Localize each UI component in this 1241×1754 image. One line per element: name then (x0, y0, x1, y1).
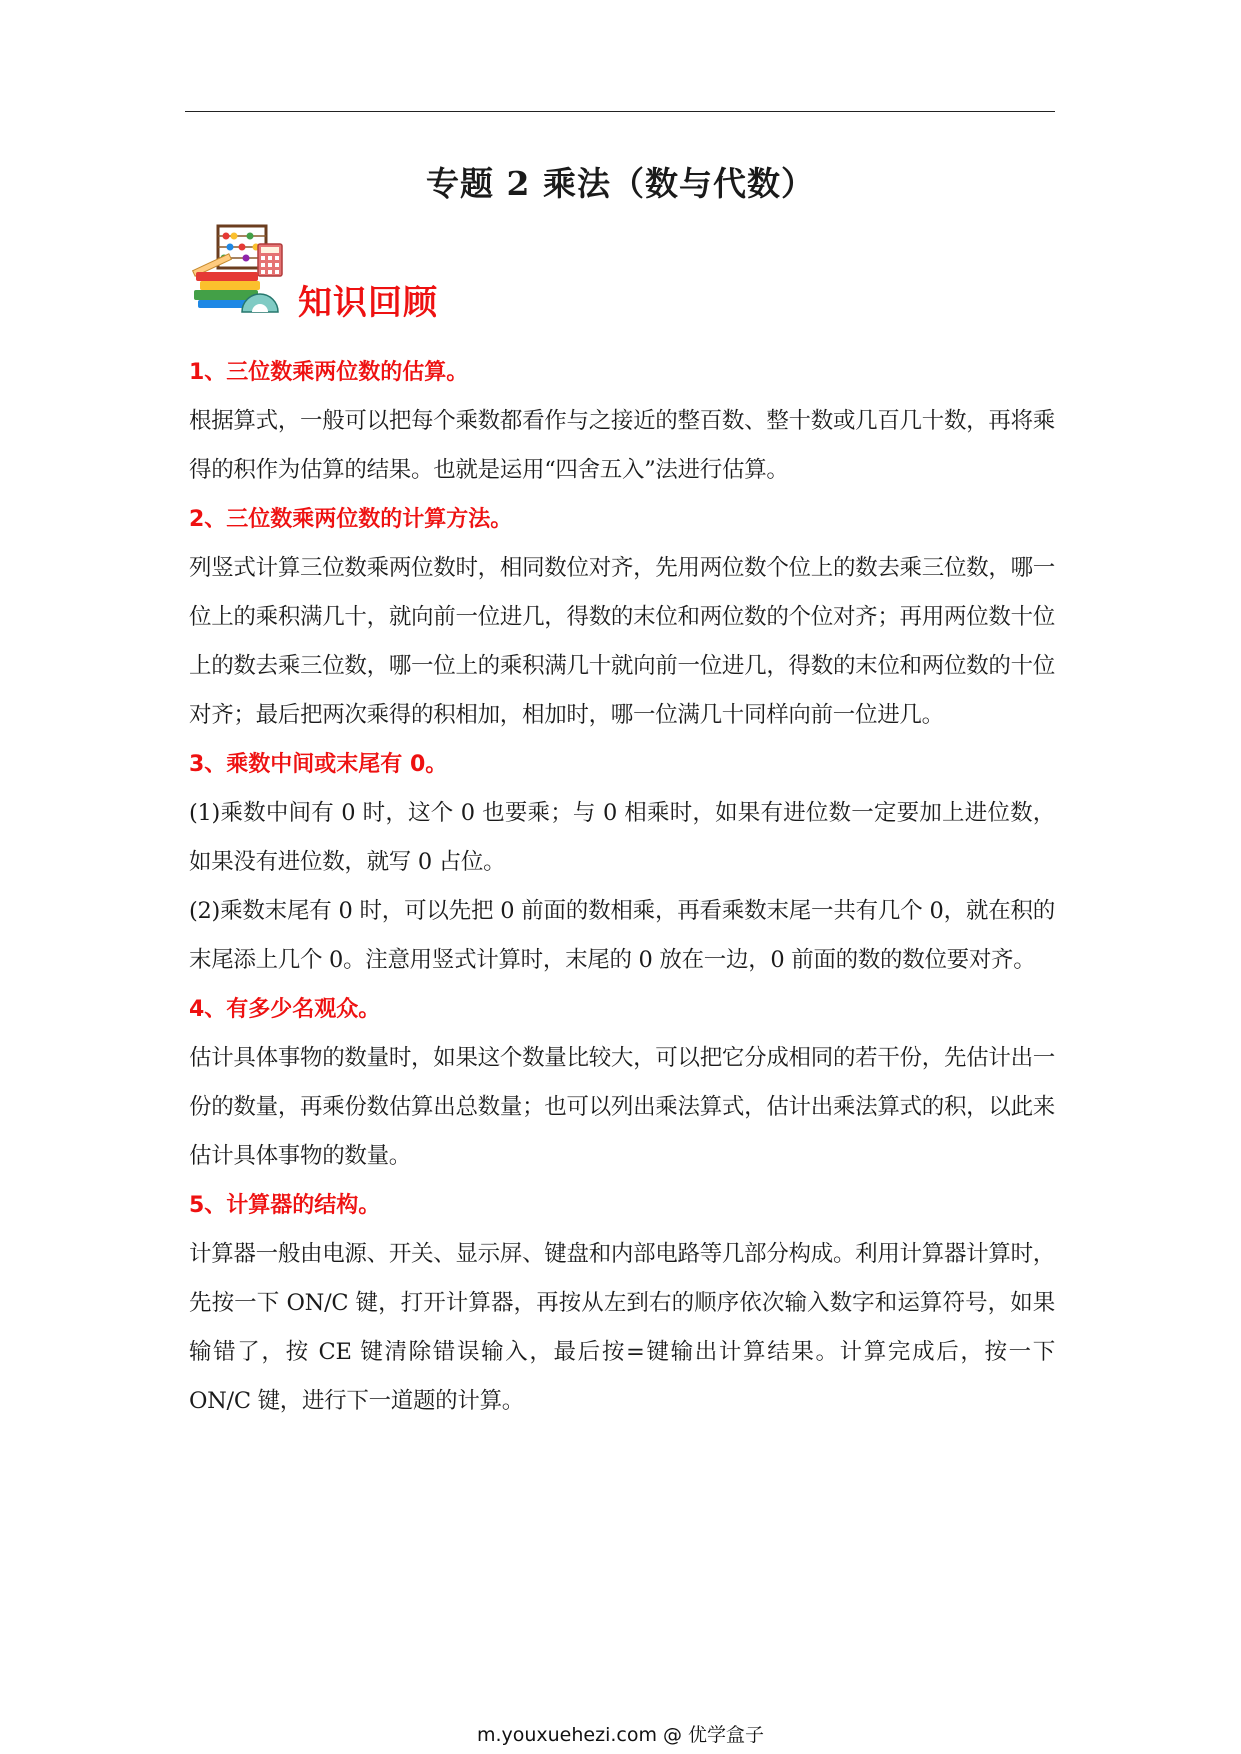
section-heading: 5、计算器的结构。 (189, 1193, 381, 1218)
section-paragraph: (2)乘数末尾有 0 时，可以先把 0 前面的数相乘，再看乘数末尾一共有几个 0，就在积的末尾添上几个 0。注意用竖式计算时，末尾的 0 放在一边，0 前面的数的数位要对齐。 (189, 898, 1055, 973)
section-2 (189, 495, 1055, 740)
header-rule (185, 111, 1055, 112)
math-tools-icon (190, 220, 300, 320)
section-paragraph: 根据算式，一般可以把每个乘数都看作与之接近的整百数、整十数或几百几十数，再将乘得的积作为估算的结果。也就是运用“四舍五入”法进行估算。 (189, 408, 1055, 483)
knowledge-review-banner (190, 220, 490, 330)
section-paragraph: 列竖式计算三位数乘两位数时，相同数位对齐，先用两位数个位上的数去乘三位数，哪一位上的乘积满几十，就向前一位进几，得数的末位和两位数的个位对齐；再用两位数十位上的数去乘三位数，哪一位上的乘积满几十就向前一位进几，得数的末位和两位数的十位对齐；最后把两次乘得的积相加，相加时，哪一位满几十同样向前一位进几。 (189, 555, 1055, 728)
section-heading: 3、乘数中间或末尾有 0。 (189, 752, 448, 777)
section-paragraph: 计算器一般由电源、开关、显示屏、键盘和内部电路等几部分构成。利用计算器计算时，先按一下 ON/C 键，打开计算器，再按从左到右的顺序依次输入数字和运算符号，如果输错了，按 CE 键清除错误输入，最后按=键输出计算结果。计算完成后，按一下 ON/C 键，进行下一道题的计算。 (189, 1241, 1055, 1414)
section-1 (189, 348, 1055, 495)
section-heading: 1、三位数乘两位数的估算。 (189, 360, 469, 385)
page-title: 专题 2 乘法（数与代数） (426, 164, 815, 203)
section-heading: 4、有多少名观众。 (189, 997, 381, 1022)
section-heading: 2、三位数乘两位数的计算方法。 (189, 507, 513, 532)
page-footer: m.youxuehezi.com @ 优学盒子 (476, 1724, 765, 1746)
section-3 (189, 740, 1055, 985)
section-4 (189, 985, 1055, 1181)
section-5 (189, 1181, 1055, 1426)
section-paragraph: 估计具体事物的数量时，如果这个数量比较大，可以把它分成相同的若干份，先估计出一份的数量，再乘份数估算出总数量；也可以列出乘法算式，估计出乘法算式的积，以此来估计具体事物的数量。 (189, 1045, 1055, 1169)
banner-label: 知识回顾 (298, 283, 438, 323)
content-body (189, 348, 1055, 1426)
section-paragraph: (1)乘数中间有 0 时，这个 0 也要乘；与 0 相乘时，如果有进位数一定要加上进位数，如果没有进位数，就写 0 占位。 (189, 800, 1055, 875)
